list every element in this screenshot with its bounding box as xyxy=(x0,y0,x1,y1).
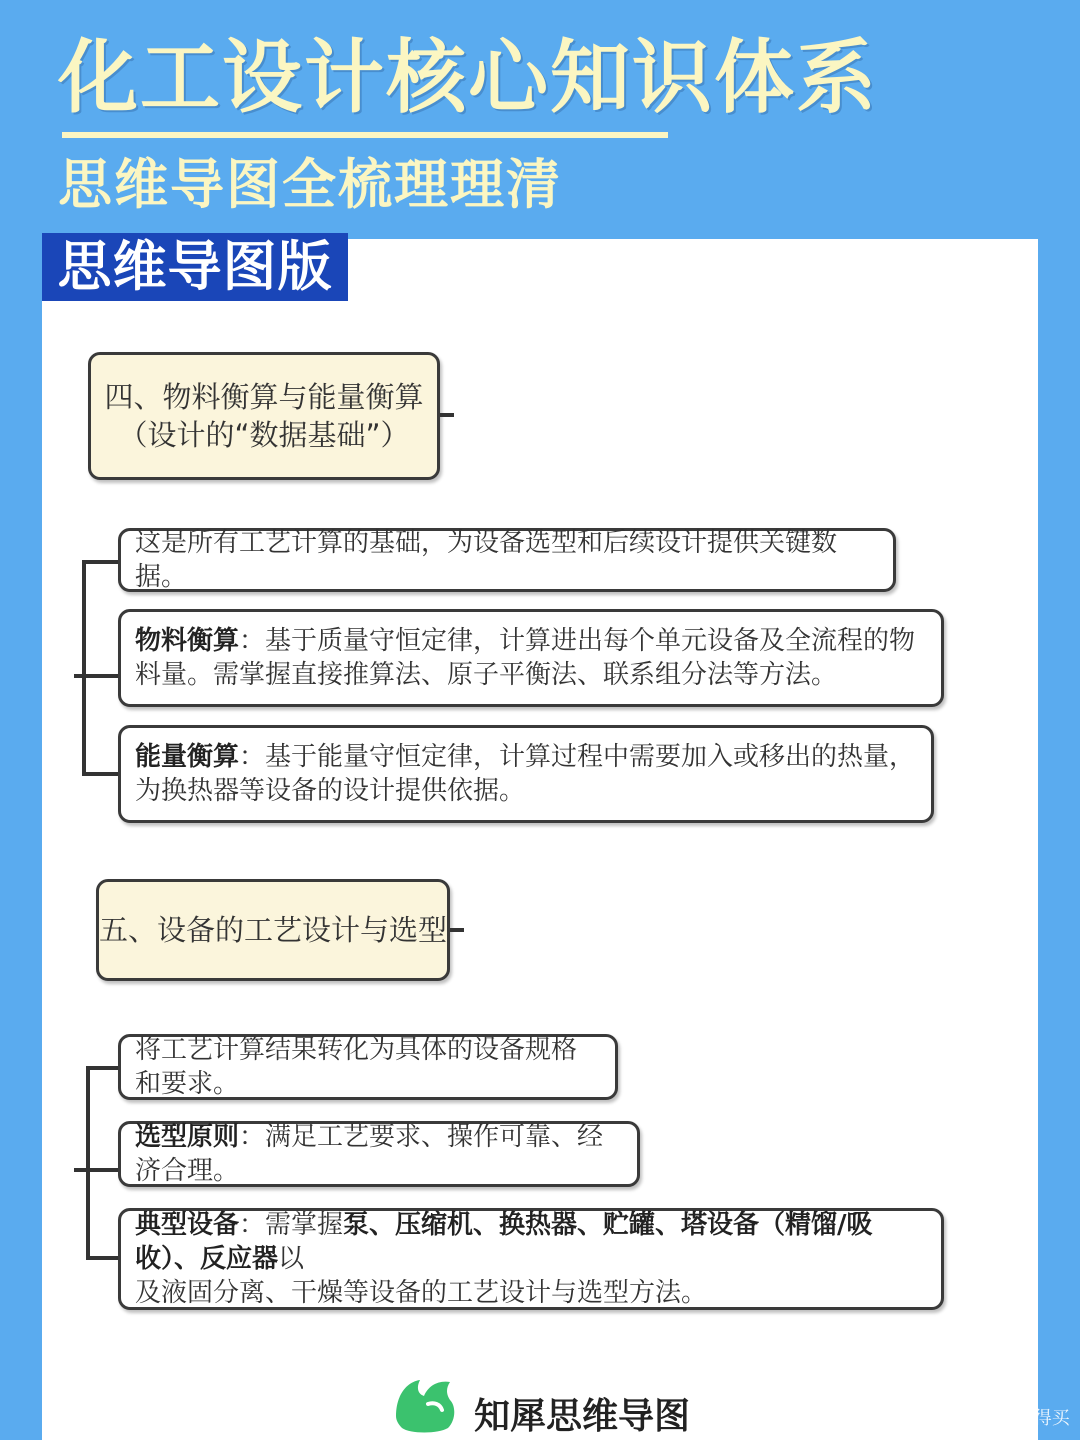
branch-line xyxy=(82,560,120,564)
node-text: ：基于质量守恒定律，计算进出每个单元设备及全流程的物 xyxy=(239,626,916,656)
node-text: 及液固分离、干燥等设备的工艺设计与选型方法。 xyxy=(135,1278,708,1308)
title-underline xyxy=(62,132,668,138)
node-4-energy-balance[interactable] xyxy=(118,725,934,823)
node-5-intro[interactable] xyxy=(118,1034,618,1100)
branch-line xyxy=(82,772,120,776)
branch-line xyxy=(86,1256,120,1260)
node-5-typical-equipment[interactable] xyxy=(118,1208,944,1310)
mindmap-badge: 思维导图版 xyxy=(42,233,348,301)
node-4-intro[interactable] xyxy=(118,528,896,592)
node-5-intro-text: 将工艺计算结果转化为具体的设备规格和要求。 xyxy=(135,1035,578,1099)
rhino-logo-icon xyxy=(392,1376,458,1434)
topic-section-4[interactable] xyxy=(88,352,440,480)
branch-line xyxy=(74,1168,120,1172)
node-4-material-balance[interactable] xyxy=(118,609,944,707)
topic-connector xyxy=(450,928,464,932)
node-text: 为换热器等设备的设计提供依据。 xyxy=(135,776,526,806)
node-4-intro-text: 这是所有工艺计算的基础，为设备选型和后续设计提供关键数据。 xyxy=(135,528,838,592)
node-label: 物料衡算 xyxy=(135,626,240,656)
topic-section-4-title: 四、物料衡算与能量衡算 xyxy=(104,380,424,414)
node-text: ：基于能量守恒定律，计算过程中需要加入或移出的热量， xyxy=(239,742,916,772)
subtitle: 思维导图全梳理理清 xyxy=(58,153,562,216)
node-label: 典型设备 xyxy=(135,1210,240,1240)
topic-section-5-title: 五、设备的工艺设计与选型 xyxy=(99,913,448,947)
branch-line xyxy=(86,1066,120,1070)
branch-line xyxy=(82,560,86,776)
watermark: 值 什么值得买 xyxy=(956,1408,1070,1429)
node-label: 选型原则 xyxy=(135,1122,240,1152)
node-label: 能量衡算 xyxy=(135,742,240,772)
branch-line xyxy=(86,1066,90,1260)
node-text-emphasis: 泵、压缩机、换热器、贮罐、塔设备（精馏/吸收）、反应器 xyxy=(135,1210,873,1274)
topic-connector xyxy=(440,413,454,417)
node-text: ：需掌握 xyxy=(239,1210,344,1240)
main-title: 化工设计核心知识体系 xyxy=(58,31,878,124)
branch-line xyxy=(74,674,120,678)
node-text: 料量。需掌握直接推算法、原子平衡法、联系组分法等方法。 xyxy=(135,660,838,690)
node-text: 以 xyxy=(278,1244,305,1274)
topic-section-5[interactable] xyxy=(96,879,450,981)
brand-name: 知犀思维导图 xyxy=(474,1396,691,1437)
node-text: ：满足工艺要求、操作可靠、经济合理。 xyxy=(135,1122,604,1186)
topic-section-4-note: （设计的“数据基础”） xyxy=(118,418,410,452)
node-5-principles[interactable] xyxy=(118,1121,640,1187)
